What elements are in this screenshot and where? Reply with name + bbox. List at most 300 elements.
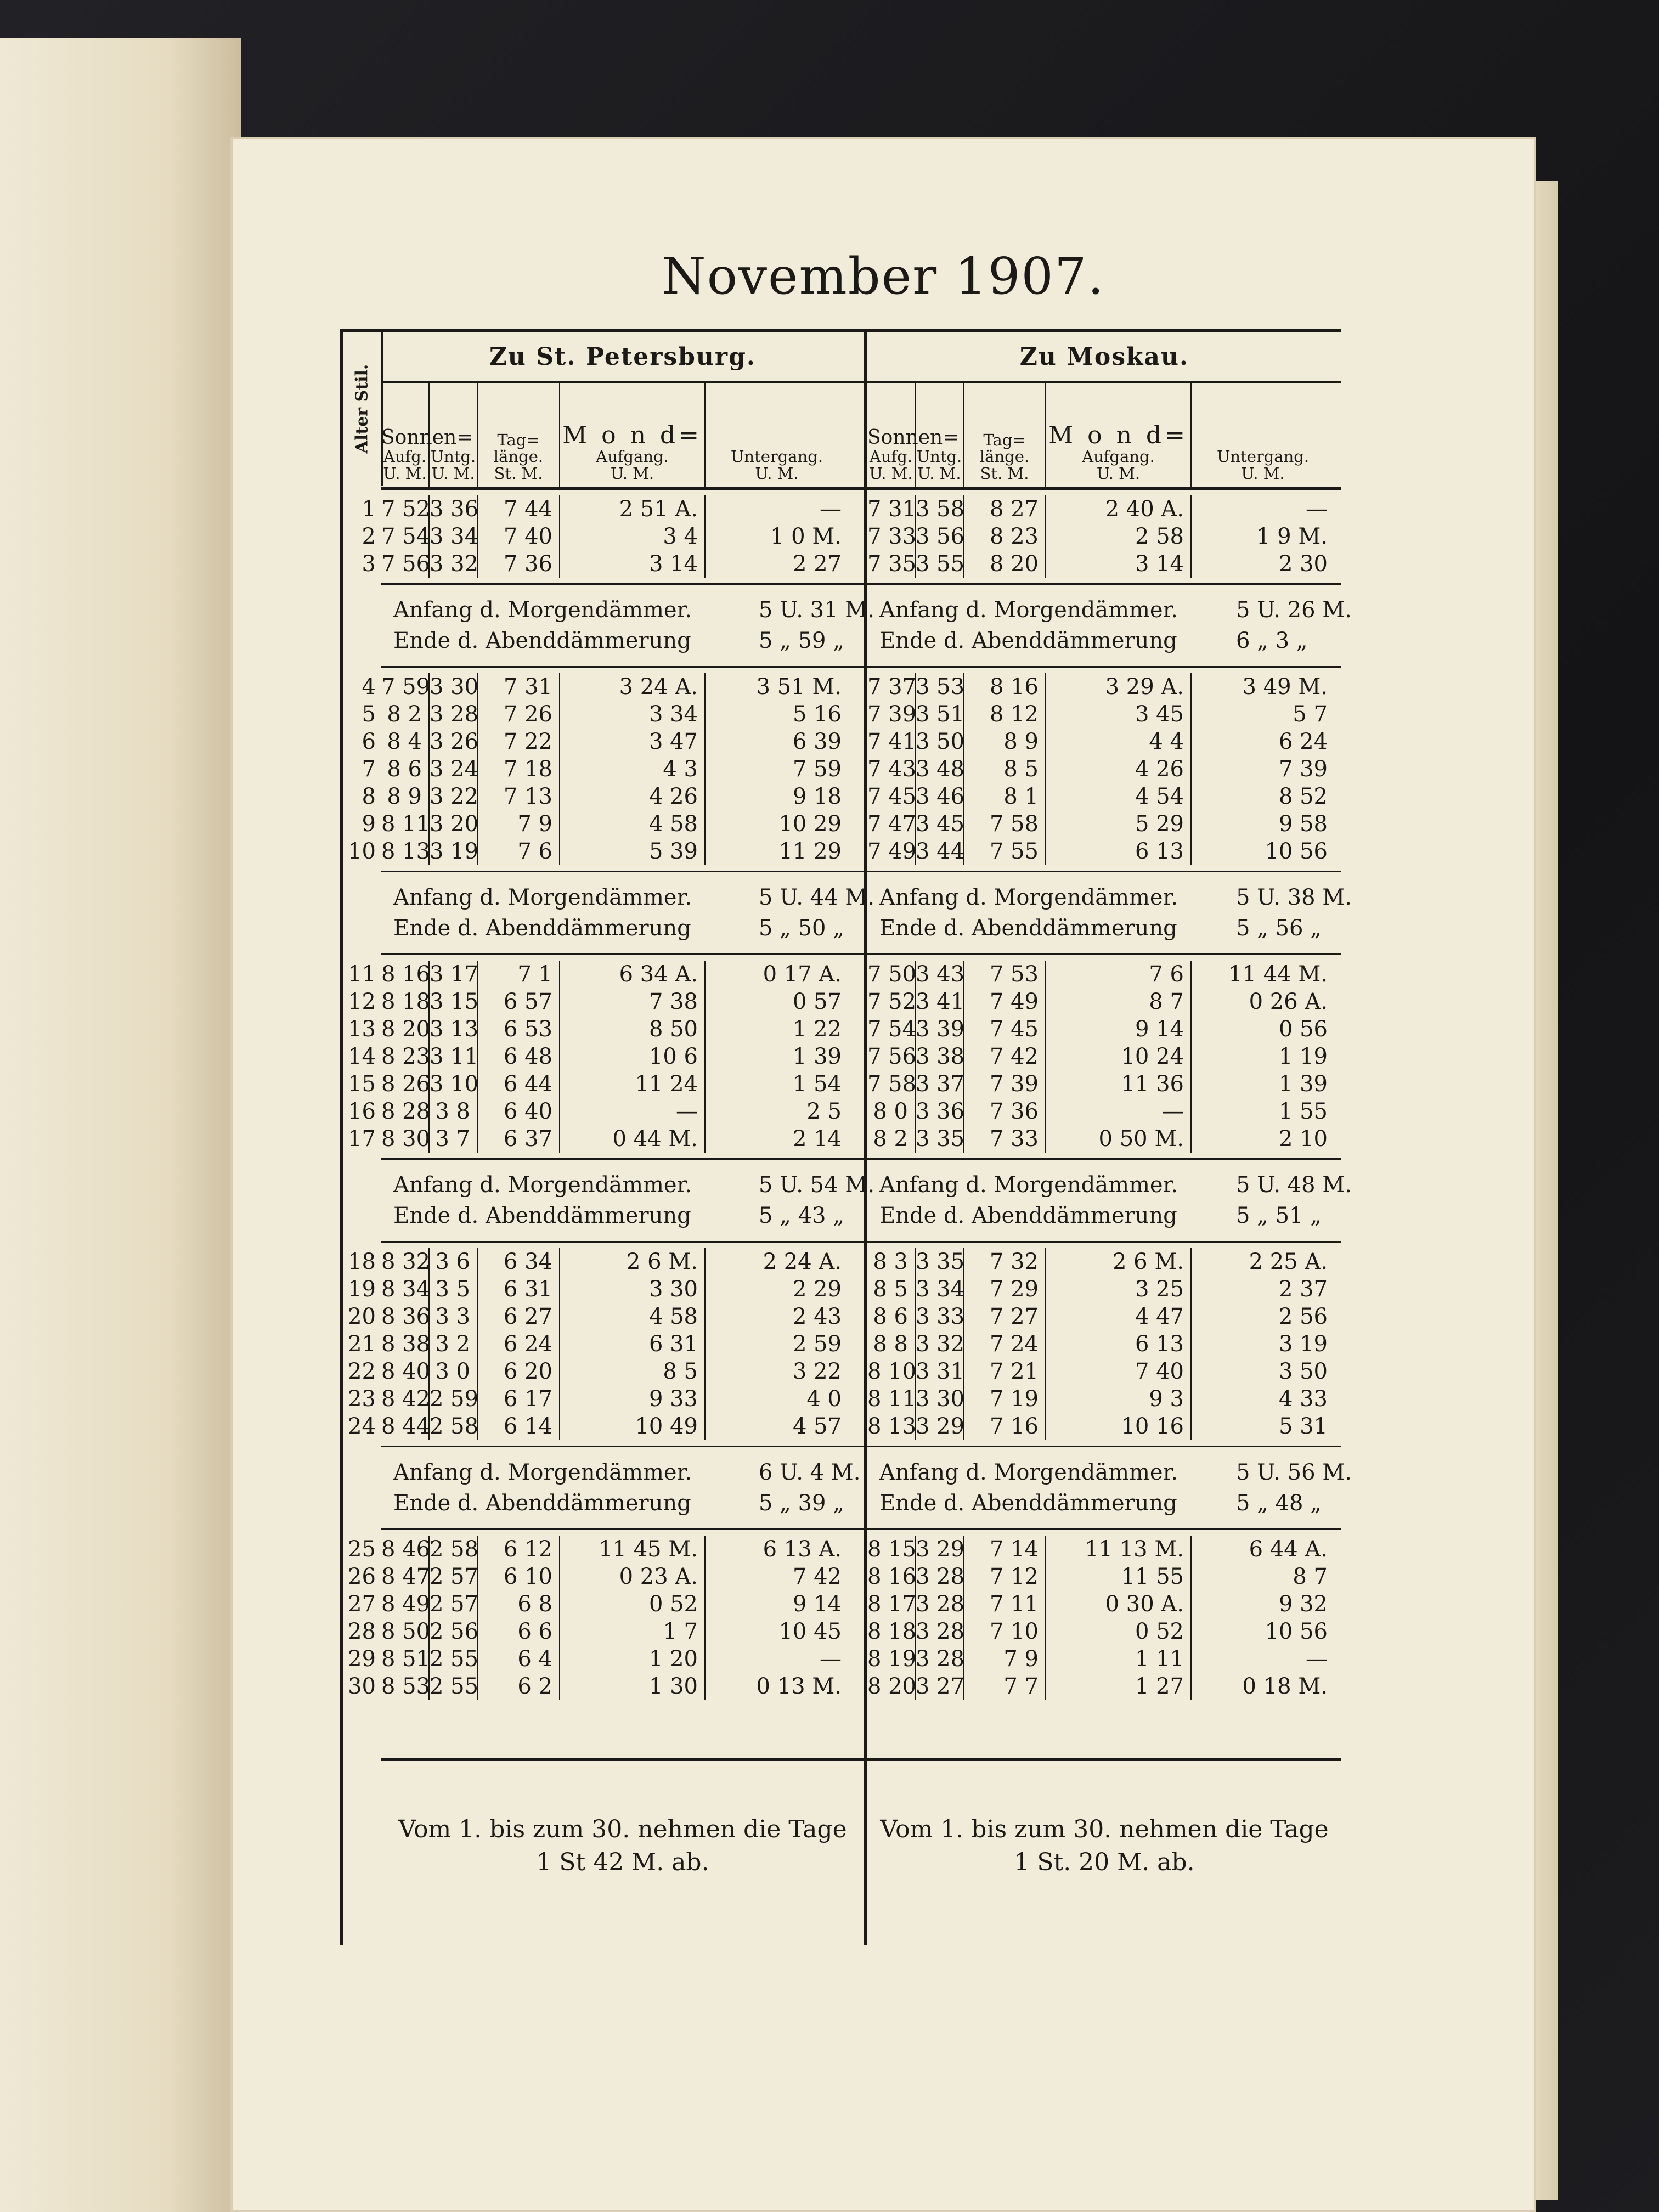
cell-value: 7 24 [989, 1331, 1039, 1357]
cell-value: 7 37 [867, 674, 917, 699]
cell-value: 3 22 [792, 1359, 842, 1384]
day-number: 13 [348, 1017, 376, 1042]
day-number: 19 [348, 1277, 376, 1302]
sunset-col [916, 495, 964, 578]
cell-value: 6 44 A. [1249, 1537, 1328, 1562]
morning-twilight-label: Anfang d. Morgendämmer. [393, 1172, 692, 1198]
cell-value: 6 44 [503, 1071, 552, 1097]
cell-value: 8 50 [381, 1619, 431, 1644]
evening-twilight-label: Ende d. Abenddämmerung [879, 916, 1177, 941]
cell-value: 3 38 [916, 1044, 965, 1069]
cell-value: 6 31 [503, 1277, 552, 1302]
data-block [867, 490, 1341, 583]
moonrise-col [1046, 961, 1192, 1153]
evening-twilight-value: 5 „ 56 „ [1236, 916, 1322, 941]
cell-value: 3 36 [430, 496, 479, 522]
um-label: U. M. [1241, 464, 1285, 483]
data-block [348, 1243, 864, 1446]
cell-value: 7 54 [867, 1017, 917, 1042]
data-grid [867, 1243, 1341, 1446]
cell-value: 8 23 [989, 524, 1039, 549]
sunrise-col [381, 1248, 430, 1440]
city-moskau [867, 332, 1352, 1945]
twilight-block [381, 1446, 864, 1530]
cell-value: 9 58 [1278, 811, 1328, 837]
cell-value: 0 18 M. [1242, 1674, 1328, 1699]
cell-value: 3 45 [1135, 702, 1184, 727]
evening-twilight-label: Ende d. Abenddämmerung [393, 1203, 691, 1228]
cell-value: 2 43 [792, 1304, 842, 1329]
cell-value: 5 29 [1135, 811, 1184, 837]
daylength-col [964, 1536, 1046, 1700]
cell-value: 9 14 [792, 1592, 842, 1617]
evening-twilight [879, 625, 1329, 656]
cell-value: 1 9 M. [1256, 524, 1328, 549]
moonrise-col [560, 961, 706, 1153]
cell-value: 8 19 [867, 1646, 917, 1672]
moonset-col [706, 1248, 848, 1440]
data-block [867, 1530, 1341, 1706]
sunrise-col [867, 673, 916, 865]
cell-value: 5 31 [1278, 1414, 1328, 1439]
cell-value: 10 56 [1265, 1619, 1328, 1644]
cell-value: 2 10 [1278, 1126, 1328, 1152]
cell-value: 6 34 [503, 1249, 552, 1274]
evening-twilight [393, 625, 852, 656]
cell-value: 4 58 [648, 811, 698, 837]
cell-value: 6 37 [503, 1126, 552, 1152]
cell-value: 3 31 [916, 1359, 965, 1384]
cell-value: 4 26 [1135, 757, 1184, 782]
evening-twilight-value: 5 „ 59 „ [759, 628, 844, 653]
cell-value: 8 13 [867, 1414, 917, 1439]
twilight-block [867, 583, 1352, 668]
morning-twilight-label: Anfang d. Morgendämmer. [393, 597, 692, 623]
cell-value: 0 17 A. [763, 962, 842, 987]
almanac-page [230, 137, 1536, 2212]
cell-value: 7 6 [517, 839, 552, 864]
cell-value: 3 56 [916, 524, 965, 549]
morning-twilight [879, 1170, 1352, 1200]
cell-value: 3 29 [916, 1414, 965, 1439]
cell-value: 2 51 A. [619, 496, 698, 522]
cell-value: 7 31 [867, 496, 917, 522]
cell-value: 8 16 [989, 674, 1039, 699]
cell-value: 7 56 [381, 551, 431, 577]
data-grid [381, 955, 864, 1158]
cell-value: 3 30 [916, 1386, 965, 1412]
morning-twilight [393, 1457, 861, 1488]
cell-value: 8 27 [989, 496, 1039, 522]
evening-twilight-label: Ende d. Abenddämmerung [393, 916, 691, 941]
cell-value: 10 24 [1121, 1044, 1184, 1069]
cell-value: 8 17 [867, 1592, 917, 1617]
cell-value: 6 20 [503, 1359, 552, 1384]
moonrise-col [560, 1536, 706, 1700]
cell-value: 2 57 [430, 1592, 479, 1617]
cell-value: 7 6 [1149, 962, 1184, 987]
cell-value: 7 33 [867, 524, 917, 549]
morning-twilight-label: Anfang d. Morgendämmer. [879, 1172, 1178, 1198]
cell-value: 3 8 [435, 1099, 470, 1124]
cell-value: 3 4 [663, 524, 698, 549]
day-number: 27 [348, 1592, 376, 1617]
cell-value: 7 52 [381, 496, 431, 522]
cell-value: 11 36 [1121, 1071, 1184, 1097]
cell-value: 7 21 [989, 1359, 1039, 1384]
cell-value: 9 18 [792, 784, 842, 809]
moonset-col [706, 961, 848, 1153]
cell-value: 2 14 [792, 1126, 842, 1152]
cell-value: 3 35 [916, 1126, 965, 1152]
day-number: 17 [348, 1126, 376, 1152]
sunset-col [916, 1536, 964, 1700]
day-number: 29 [348, 1646, 376, 1672]
moonrise-header [560, 383, 706, 487]
cell-value: 3 25 [1135, 1277, 1184, 1302]
cell-value: 0 56 [1278, 1017, 1328, 1042]
cell-value: 10 56 [1265, 839, 1328, 864]
cell-value: 6 34 A. [619, 962, 698, 987]
cell-value: 8 51 [381, 1646, 431, 1672]
cell-value: 7 56 [867, 1044, 917, 1069]
cell-value: 3 17 [430, 962, 479, 987]
cell-value: 6 8 [517, 1592, 552, 1617]
cell-value: 3 14 [648, 551, 698, 577]
cell-value: 7 14 [989, 1537, 1039, 1562]
day-number-col [343, 673, 376, 865]
cell-value: 1 7 [663, 1619, 698, 1644]
morning-twilight-label: Anfang d. Morgendämmer. [879, 597, 1178, 623]
moonset-header [706, 383, 848, 487]
cell-value: 7 7 [1003, 1674, 1039, 1699]
moonset-col [706, 673, 848, 865]
cell-value: 8 32 [381, 1249, 431, 1274]
morning-twilight [393, 1170, 874, 1200]
cell-value: 7 59 [381, 674, 431, 699]
cell-value: 3 51 M. [756, 674, 842, 699]
cell-value: 2 6 M. [1113, 1249, 1184, 1274]
cell-value: 3 30 [648, 1277, 698, 1302]
cell-value: 3 50 [916, 729, 965, 754]
cell-value: 7 58 [867, 1071, 917, 1097]
data-block [348, 668, 864, 871]
sunrise-col [867, 1248, 916, 1440]
sunset-col [430, 961, 478, 1153]
cell-value: 3 45 [916, 811, 965, 837]
cell-value: 2 6 M. [627, 1249, 698, 1274]
cell-value: 0 26 A. [1249, 989, 1328, 1014]
moonrise-col [560, 673, 706, 865]
daylength-header [478, 383, 560, 487]
data-grid [381, 668, 864, 871]
cell-value: 7 9 [517, 811, 552, 837]
cell-value: 6 53 [503, 1017, 552, 1042]
cell-value: 1 0 M. [770, 524, 842, 549]
data-block [867, 668, 1341, 871]
cell-value: 8 20 [381, 1017, 431, 1042]
cell-value: 1 39 [792, 1044, 842, 1069]
cell-value: 3 13 [430, 1017, 479, 1042]
taglaenge-label: Tag= länge. [979, 430, 1030, 466]
day-number: 28 [348, 1619, 376, 1644]
cell-value: 8 5 [1003, 757, 1039, 782]
alter-stil-label: Alter Stil. [352, 364, 372, 454]
cell-value: 5 16 [792, 702, 842, 727]
cell-value: 3 11 [430, 1044, 479, 1069]
cell-value: 10 29 [778, 811, 842, 837]
column-header [867, 383, 1341, 490]
alter-stil-header [343, 332, 383, 486]
cell-value: 3 28 [430, 702, 479, 727]
daylength-col [478, 1248, 560, 1440]
cell-value: 1 27 [1135, 1674, 1184, 1699]
moonset-col [706, 495, 848, 578]
cell-value: 7 29 [989, 1277, 1039, 1302]
data-grid [867, 1530, 1341, 1706]
daylength-col [964, 673, 1046, 865]
cell-value: 7 10 [989, 1619, 1039, 1644]
cell-value: 9 32 [1278, 1592, 1328, 1617]
cell-value: 3 20 [430, 811, 479, 837]
cell-value: 3 33 [916, 1304, 965, 1329]
morning-twilight [393, 595, 874, 625]
daylength-col [478, 1536, 560, 1700]
evening-twilight-value: 5 „ 50 „ [759, 916, 844, 941]
data-grid [381, 1530, 864, 1706]
cell-value: 1 30 [648, 1674, 698, 1699]
cell-value: 3 29 A. [1105, 674, 1184, 699]
day-number-col [343, 1248, 376, 1440]
cell-value: 3 53 [916, 674, 965, 699]
cell-value: 7 49 [867, 839, 917, 864]
cell-value: 2 30 [1278, 551, 1328, 577]
cell-value: 8 36 [381, 1304, 431, 1329]
cell-value: 8 8 [873, 1331, 908, 1357]
cell-value: 8 16 [867, 1564, 917, 1589]
cell-value: 8 28 [381, 1099, 431, 1124]
cell-value: 0 44 M. [612, 1126, 698, 1152]
cell-value: 6 13 [1135, 839, 1184, 864]
um-label: U. M. [1096, 464, 1141, 483]
cell-value: 7 26 [503, 702, 552, 727]
cell-value: 3 41 [916, 989, 965, 1014]
cell-value: 3 5 [435, 1277, 470, 1302]
cell-value: 5 7 [1293, 702, 1328, 727]
untg-label: Untg. [430, 447, 476, 466]
moonset-header [1192, 383, 1334, 487]
cell-value: 1 19 [1278, 1044, 1328, 1069]
cell-value: 2 40 A. [1105, 496, 1184, 522]
cell-value: 3 29 [916, 1537, 965, 1562]
evening-twilight-label: Ende d. Abenddämmerung [879, 628, 1177, 653]
sunrise-col [381, 495, 430, 578]
morning-twilight-value: 6 U. 4 M. [759, 1460, 861, 1485]
cell-value: 3 32 [916, 1331, 965, 1357]
day-number: 9 [362, 811, 376, 837]
morning-twilight [879, 595, 1352, 625]
moonrise-col [560, 1248, 706, 1440]
cell-value: 3 37 [916, 1071, 965, 1097]
cell-value: 6 27 [503, 1304, 552, 1329]
cell-value: 3 19 [1278, 1331, 1328, 1357]
cell-value: 3 36 [916, 1099, 965, 1124]
evening-twilight [393, 1200, 852, 1231]
cell-value: 2 58 [1135, 524, 1184, 549]
evening-twilight-value: 6 „ 3 „ [1236, 628, 1308, 653]
cell-value: 7 43 [867, 757, 917, 782]
cell-value: 11 29 [778, 839, 842, 864]
cell-value: 2 27 [792, 551, 842, 577]
data-grid [867, 668, 1341, 871]
sonnen-label: Sonnen= [381, 426, 473, 449]
cell-value: 7 38 [648, 989, 698, 1014]
cell-value: 8 53 [381, 1674, 431, 1699]
cell-value: 8 1 [1003, 784, 1039, 809]
cell-value: 3 48 [916, 757, 965, 782]
cell-value: 7 11 [989, 1592, 1039, 1617]
cell-value: 3 24 [430, 757, 479, 782]
cell-value: 0 52 [648, 1592, 698, 1617]
cell-value: 7 33 [989, 1126, 1039, 1152]
mond-label: M o n d= [1048, 421, 1188, 449]
um-label: U. M. [917, 464, 961, 483]
cell-value: 3 43 [916, 962, 965, 987]
cell-value: 8 12 [989, 702, 1039, 727]
cell-value: 2 55 [430, 1674, 479, 1699]
data-grid [381, 490, 864, 583]
cell-value: 3 0 [435, 1359, 470, 1384]
cell-value: 7 32 [989, 1249, 1039, 1274]
cell-value: 6 13 [1135, 1331, 1184, 1357]
data-block [867, 955, 1341, 1158]
cell-value: 8 16 [381, 962, 431, 987]
cell-value: 7 40 [503, 524, 552, 549]
cell-value: 2 25 A. [1249, 1249, 1328, 1274]
day-number-col [343, 495, 376, 578]
cell-value: 7 31 [503, 674, 552, 699]
day-number: 15 [348, 1071, 376, 1097]
cell-value: — [676, 1099, 698, 1124]
sunrise-col [381, 1536, 430, 1700]
day-number: 8 [362, 784, 376, 809]
cell-value: 4 57 [792, 1414, 842, 1439]
day-number: 14 [348, 1044, 376, 1069]
cell-value: 3 28 [916, 1646, 965, 1672]
cell-value: 2 56 [1278, 1304, 1328, 1329]
evening-twilight [393, 913, 852, 944]
cell-value: 8 2 [387, 702, 422, 727]
cell-value: 8 11 [867, 1386, 917, 1412]
day-number: 5 [362, 702, 376, 727]
cell-value: 3 46 [916, 784, 965, 809]
cell-value: 6 6 [517, 1619, 552, 1644]
cell-value: 10 45 [778, 1619, 842, 1644]
cell-value: 2 58 [430, 1537, 479, 1562]
cell-value: 7 41 [867, 729, 917, 754]
twilight-block [381, 1158, 874, 1243]
cell-value: 8 4 [387, 729, 422, 754]
cell-value: 0 13 M. [756, 1674, 842, 1699]
data-block [348, 1530, 864, 1706]
day-number: 30 [348, 1674, 376, 1699]
evening-twilight-label: Ende d. Abenddämmerung [879, 1203, 1177, 1228]
moonrise-col [1046, 673, 1192, 865]
cell-value: — [1306, 496, 1328, 522]
cell-value: 3 30 [430, 674, 479, 699]
cell-value: 4 47 [1135, 1304, 1184, 1329]
cell-value: 10 49 [635, 1414, 698, 1439]
data-block [348, 955, 864, 1158]
cell-value: 6 12 [503, 1537, 552, 1562]
day-number: 21 [348, 1331, 376, 1357]
morning-twilight-value: 5 U. 48 M. [1236, 1172, 1352, 1198]
sunset-header [430, 383, 478, 487]
cell-value: 3 7 [435, 1126, 470, 1152]
day-number-col [343, 961, 376, 1153]
cell-value: 4 33 [1278, 1386, 1328, 1412]
day-number: 24 [348, 1414, 376, 1439]
cell-value: 7 22 [503, 729, 552, 754]
cell-value: 7 54 [381, 524, 431, 549]
cell-value: 8 47 [381, 1564, 431, 1589]
cell-value: 6 2 [517, 1674, 552, 1699]
evening-twilight-value: 5 „ 48 „ [1236, 1491, 1322, 1516]
cell-value: 3 14 [1135, 551, 1184, 577]
cell-value: 8 7 [1293, 1564, 1328, 1589]
column-header [381, 383, 864, 490]
cell-value: 3 39 [916, 1017, 965, 1042]
cell-value: 2 55 [430, 1646, 479, 1672]
um-label: U. M. [383, 464, 427, 483]
sunset-header [916, 383, 964, 487]
cell-value: 8 30 [381, 1126, 431, 1152]
sunset-col [430, 495, 478, 578]
cell-value: 7 16 [989, 1414, 1039, 1439]
day-number: 1 [362, 496, 376, 522]
cell-value: 8 44 [381, 1414, 431, 1439]
moonrise-col [1046, 1248, 1192, 1440]
sunrise-col [867, 495, 916, 578]
cell-value: 4 4 [1149, 729, 1184, 754]
cell-value: 3 34 [430, 524, 479, 549]
day-number: 20 [348, 1304, 376, 1329]
cell-value: 0 23 A. [619, 1564, 698, 1589]
day-number-col [343, 1536, 376, 1700]
cell-value: 2 29 [792, 1277, 842, 1302]
cell-value: 8 34 [381, 1277, 431, 1302]
day-number: 6 [362, 729, 376, 754]
cell-value: 0 30 A. [1105, 1592, 1184, 1617]
cell-value: 8 6 [873, 1304, 908, 1329]
twilight-block [381, 583, 874, 668]
moonrise-header [1046, 383, 1192, 487]
cell-value: 8 20 [867, 1674, 917, 1699]
cell-value: 8 0 [873, 1099, 908, 1124]
aufgang-label: Aufgang. [596, 447, 669, 466]
mond-label: M o n d= [562, 421, 702, 449]
um-label: U. M. [869, 464, 913, 483]
twilight-block [867, 1158, 1352, 1243]
cell-value: 3 28 [916, 1564, 965, 1589]
cell-value: 4 26 [648, 784, 698, 809]
cell-value: 11 24 [635, 1071, 698, 1097]
cell-value: 11 55 [1121, 1564, 1184, 1589]
moonset-col [1192, 1248, 1334, 1440]
data-block [362, 490, 864, 583]
cell-value: 8 18 [381, 989, 431, 1014]
cell-value: 3 47 [648, 729, 698, 754]
